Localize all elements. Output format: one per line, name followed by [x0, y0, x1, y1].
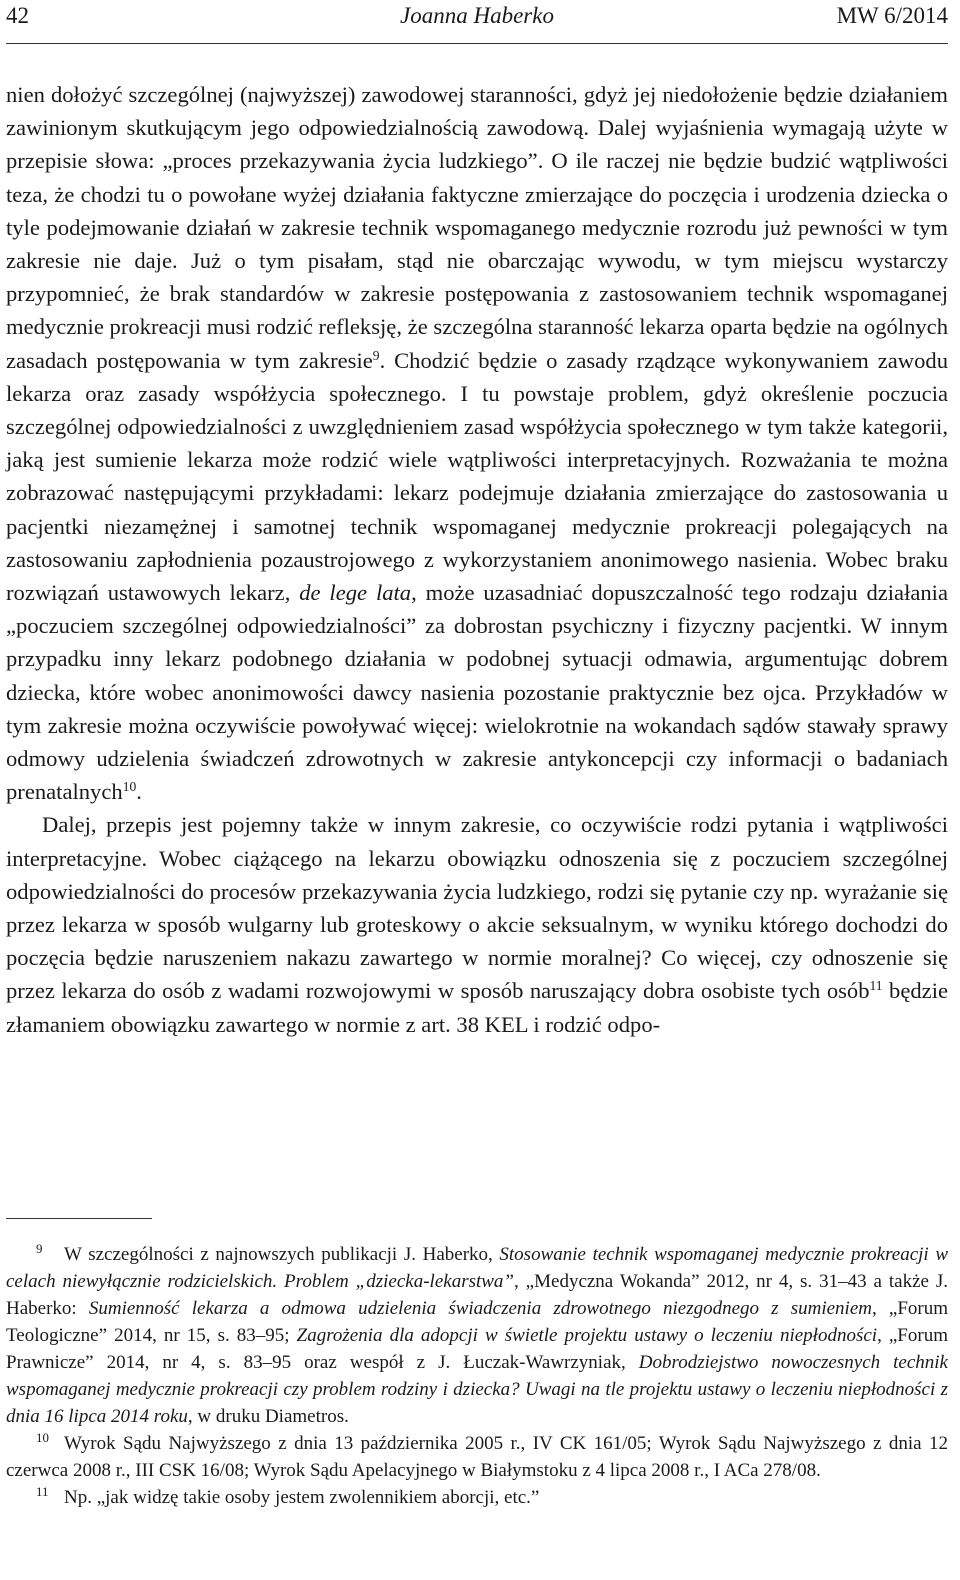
- footnote-9-title-4: Dobrodziejstwo nowoczesnych technik wspomaganej medycznie prokreacji czy problem rodziny i dziecka? Uwagi na tle projektu ustawy o leczeniu niepłodności z dnia 16 lipca 2014 roku: [6, 1352, 948, 1427]
- footnote-9-text-5: , w druku Diametros.: [187, 1406, 349, 1427]
- paragraph-2-part-a: Dalej, przepis jest pojemny także w innym zakresie, co oczywiście rodzi pytania i wątpliwości interpretacyjne. Wobec ciążącego na lekarzu obowiązku odnoszenia się z poczuciem szczególnej odpowiedzialności do procesów przekazywania życia ludzkiego, rodzi się pytanie czy np. wyrażanie się przez lekarza w sposób wulgarny lub groteskowy o akcie seksualnym, w wyniku którego dochodzi do poczęcia będzie naruszeniem nakazu zawartego w normie moralnej? Co więcej, czy odnoszenie się przez lekarza do osób z wadami rozwojowymi w sposób naruszający dobra osobiste tych osób: [6, 812, 948, 1004]
- footnote-9-title-1: Stosowanie technik wspomaganej medycznie prokreacji w celach niewyłącznie rodzicielskich. Problem „dziecka-lekarstwa”: [6, 1244, 948, 1292]
- header-author: Joanna Haberko: [400, 3, 554, 28]
- paragraph-2-part-b: będzie złamaniem obowiązku zawartego w normie z art. 38 KEL i rodzić odpo-: [6, 978, 949, 1037]
- footnote-9-text-1: W szczególności z najnowszych publikacji J. Haberko,: [64, 1244, 500, 1265]
- paragraph-1-part-b: . Chodzić będzie o zasady rządzące wykonywaniem zawodu lekarza oraz zasady współżycia społecznego. I tu powstaje problem, gdyż określenie poczucia szczególnej odpowiedzialności z uwzględnieniem zasad współżycia społecznego w tym także kategorii, jaką jest sumienie lekarza może rodzić wiele wątpliwości interpretacyjnych. Rozważania te można zobrazować następującymi przykładami: lekarz podejmuje działania zmierzające do zastosowania u pacjentki niezamężnej i samotnej technik wspomaganej medycznie prokreacji polegających na zastosowaniu zapłodnienia pozaustrojowego z wykorzystaniem anonimowego nasienia. Wobec braku rozwiązań ustawowych lekarz,: [6, 347, 949, 606]
- footnote-9-text-3: , „Forum Teologiczne” 2014, nr 15, s. 83–95;: [6, 1298, 948, 1346]
- footnote-ref-11[interactable]: 11: [869, 978, 883, 994]
- paragraph-1: [6, 78, 948, 808]
- header-rule: [6, 43, 948, 44]
- footnotes: [6, 1241, 948, 1511]
- main-text: [6, 78, 948, 1041]
- latin-phrase: de lege lata: [299, 580, 412, 606]
- page-number: 42: [6, 3, 29, 28]
- paragraph-2: [6, 808, 948, 1040]
- footnote-ref-10[interactable]: 10: [122, 779, 137, 795]
- paragraph-1-part-c: , może uzasadniać dopuszczalność tego rodzaju działania „poczuciem szczególnej odpowiedzialności” za dobrostan psychiczny i fizyczny pacjentki. W innym przypadku inny lekarz podobnego działania w podobnej sytuacji odmawia, argumentując dobrem dziecka, które wobec anonimowości dawcy nasienia pozostanie praktycznie bez ojca. Przykładów w tym zakresie można oczywiście powoływać więcej: wielokrotnie na wokandach sądów stawały sprawy odmowy udzielenia świadczeń zdrowotnych w zakresie antykoncepcji czy informacji o badaniach prenatalnych: [6, 580, 948, 805]
- paragraph-1-part-a: nien dołożyć szczególnej (najwyższej) zawodowej staranności, gdyż jej niedołożenie będzie działaniem zawinionym skutkującym jego odpowiedzialnością zawodową. Dalej wyjaśnienia wymagają użyte w przepisie słowa: „proces przekazywania życia ludzkiego”. O ile raczej nie będzie budzić wątpliwości teza, że chodzi tu o powołane wyżej działania faktyczne zmierzające do poczęcia i urodzenia dziecka o tyle podejmowanie działań w zakresie technik wspomaganego medycznie rozrodu już pewności w tym zakresie nie daje. Już o tym pisałam, stąd nie obarczając wywodu, w tym miejscu wystarczy przypomnieć, że brak standardów w zakresie postępowania z zastosowaniem technik wspomaganej medycznie prokreacji musi rodzić refleksję, że szczególna staranność lekarza oparta będzie na ogólnych zasadach postępowania w tym zakresie: [6, 82, 948, 373]
- footnote-9-title-2: Sumienność lekarza a odmowa udzielenia świadczenia zdrowotnego niezgodnego z sumieniem: [88, 1298, 872, 1319]
- footnote-ref-9[interactable]: 9: [372, 347, 380, 363]
- footnote-9-text-4: , „Forum Prawnicze” 2014, nr 4, s. 83–95 oraz wespół z J. Łuczak-Wawrzyniak,: [6, 1325, 948, 1373]
- footnote-10-text: Wyrok Sądu Najwyższego z dnia 13 października 2005 r., IV CK 161/05; Wyrok Sądu Najwyższego z dnia 12 czerwca 2008 r., III CSK 16/08; Wyrok Sądu Apelacyjnego w Białymstoku z 4 lipca 2008 r., I ACa 278/08.: [6, 1433, 948, 1481]
- footnote-9-title-3: Zagrożenia dla adopcji w świetle projektu ustawy o leczeniu niepłodności: [296, 1325, 878, 1346]
- footnote-10: 10 Wyrok Sądu Najwyższego z dnia 13 października 2005 r., IV CK 161/05; Wyrok Sądu Najwyższego z dnia 12 czerwca 2008 r., III CSK 16/08; Wyrok Sądu Apelacyjnego w Białymstoku z 4 lipca 2008 r., I ACa 278/08.: [6, 1429, 948, 1481]
- footnote-9-text-2: , „Medyczna Wokanda” 2012, nr 4, s. 31–43 a także J. Haberko:: [6, 1271, 948, 1319]
- footnote-11-text: Np. „jak widzę takie osoby jestem zwolennikiem aborcji, etc.”: [64, 1487, 540, 1508]
- footnote-11: 11 Np. „jak widzę takie osoby jestem zwolennikiem aborcji, etc.”: [36, 1483, 540, 1508]
- footnote-separator: [6, 1218, 152, 1219]
- running-header: [6, 0, 948, 32]
- header-journal: MW 6/2014: [836, 3, 948, 28]
- paragraph-1-part-d: .: [136, 779, 142, 805]
- footnote-9: 9 W szczególności z najnowszych publikacji J. Haberko, Stosowanie technik wspomaganej medycznie prokreacji w celach niewyłącznie rodzicielskich. Problem „dziecka-lekarstwa”, „Medyczna Wokanda” 2012, nr 4, s. 31–43 a także J. Haberko: Sumienność lekarza a odmowa udzielenia świadczenia zdrowotnego niezgodnego z sumieniem, „Forum Teologiczne” 2014, nr 15, s. 83–95; Zagrożenia dla adopcji w świetle projektu ustawy o leczeniu niepłodności, „Forum Prawnicze” 2014, nr 4, s. 83–95 oraz wespół z J. Łuczak-Wawrzyniak, Dobrodziejstwo nowoczesnych technik wspomaganej medycznie prokreacji czy problem rodziny i dziecka? Uwagi na tle projektu ustawy o leczeniu niepłodności z dnia 16 lipca 2014 roku, w druku Diametros.: [6, 1240, 948, 1427]
